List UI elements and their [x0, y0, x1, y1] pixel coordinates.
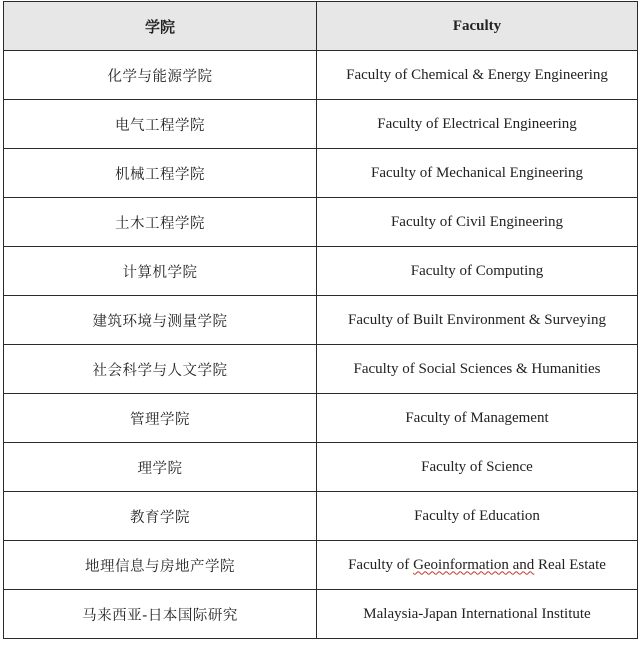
- table-row: [4, 394, 638, 443]
- faculty-name-zh: 土木工程学院: [4, 198, 317, 247]
- faculty-name-en-prefix: Faculty of: [348, 556, 414, 573]
- faculty-name-en: Faculty of Computing: [317, 247, 638, 296]
- faculty-name-zh: 建筑环境与测量学院: [4, 296, 317, 345]
- table-row: [4, 100, 638, 149]
- faculty-name-en: Faculty of Management: [317, 394, 638, 443]
- faculty-name-en: Faculty of Science: [317, 443, 638, 492]
- faculty-name-zh: 机械工程学院: [4, 149, 317, 198]
- faculty-name-zh: 管理学院: [4, 394, 317, 443]
- faculty-name-zh: 地理信息与房地产学院: [4, 541, 317, 590]
- faculty-name-en: [317, 541, 638, 590]
- faculty-name-en: Faculty of Social Sciences & Humanities: [317, 345, 638, 394]
- table-row: [4, 590, 638, 639]
- faculty-name-en: Faculty of Chemical & Energy Engineering: [317, 51, 638, 100]
- table-row: [4, 492, 638, 541]
- table-row: [4, 345, 638, 394]
- header-english: Faculty: [317, 2, 638, 51]
- faculty-name-zh: 社会科学与人文学院: [4, 345, 317, 394]
- faculty-name-zh: 理学院: [4, 443, 317, 492]
- faculty-name-zh: 电气工程学院: [4, 100, 317, 149]
- table-row: [4, 51, 638, 100]
- faculty-name-en: Malaysia-Japan International Institute: [317, 590, 638, 639]
- table-row: [4, 198, 638, 247]
- faculty-name-en: Faculty of Education: [317, 492, 638, 541]
- faculty-name-zh: 马来西亚-日本国际研究: [4, 590, 317, 639]
- table-row: [4, 296, 638, 345]
- faculty-name-en-suffix: Real Estate: [534, 556, 606, 573]
- faculty-name-en: Faculty of Electrical Engineering: [317, 100, 638, 149]
- table-header-row: [4, 2, 638, 51]
- faculty-name-en: Faculty of Mechanical Engineering: [317, 149, 638, 198]
- header-chinese: 学院: [4, 2, 317, 51]
- faculty-name-zh: 化学与能源学院: [4, 51, 317, 100]
- faculty-name-zh: 教育学院: [4, 492, 317, 541]
- table-row: [4, 443, 638, 492]
- spellcheck-flagged-text: Geoinformation and: [413, 556, 535, 573]
- faculty-name-en: Faculty of Built Environment & Surveying: [317, 296, 638, 345]
- table-row: [4, 149, 638, 198]
- table-row: [4, 247, 638, 296]
- table-row: [4, 541, 638, 590]
- faculty-table: [3, 1, 638, 639]
- faculty-name-zh: 计算机学院: [4, 247, 317, 296]
- faculty-name-en: Faculty of Civil Engineering: [317, 198, 638, 247]
